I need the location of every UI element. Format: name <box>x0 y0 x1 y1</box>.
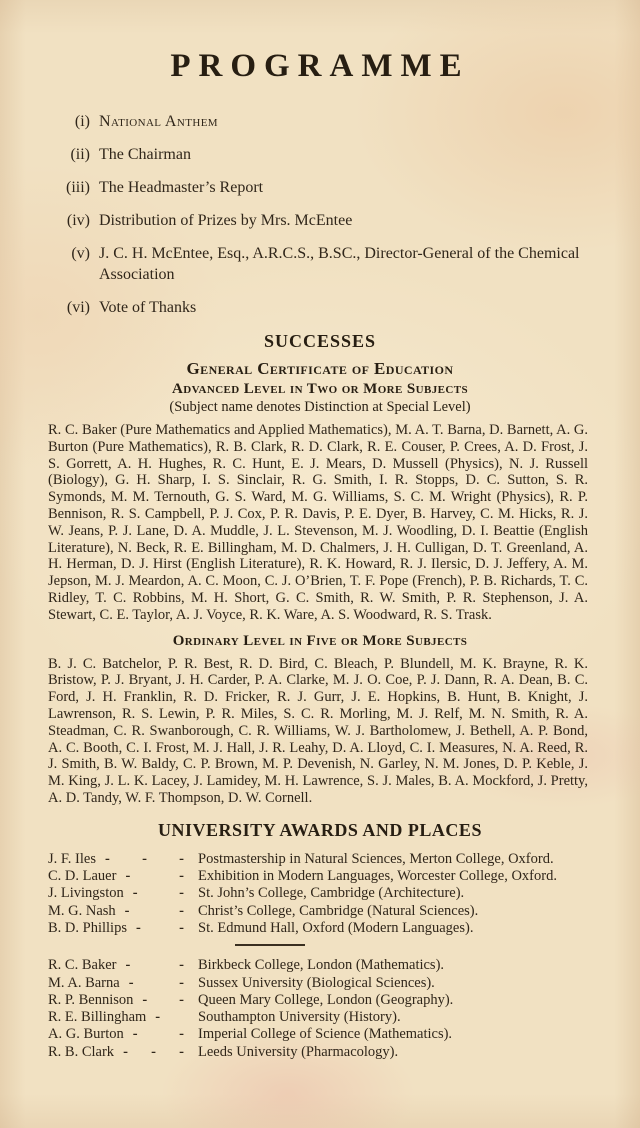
award-dashes: - - - <box>104 850 184 867</box>
award-row-burton <box>48 1026 592 1042</box>
item-numeral: (v) <box>71 245 90 262</box>
award-row-iles <box>48 851 592 867</box>
item-text: The Headmaster’s Report <box>99 179 264 196</box>
award-name: C. D. Lauer <box>48 868 117 885</box>
ordinary-level-names: B. J. C. Batchelor, P. R. Best, R. D. Bird, C. Bleach, P. Blundell, M. K. Brayne, R. K. Bristow, P. J. Bryant, J. H. Carder, P. A. Clarke, M. J. O. Coe, P. J. Dann, R. A. Dean, B. C. Ford, J. H. Franklin, R. D. Fricker, R. J. Gurr, J. E. Hopkins, B. Hunt, B. Knight, J. Lawrenson, R. S. Lewin, P. R. Miles, S. C. R. Morling, M. J. Relf, M. N. Smith, R. A. Steadman, C. R. Swanborough, C. R. Williams, W. J. Bartholomew, J. Bethell, A. P. Bond, A. C. Booth, C. I. Frost, M. J. Hall, J. R. Leahy, D. A. Lloyd, C. I. Measures, N. A. Reed, R. J. Smith, B. W. Baldy, C. P. Brown, M. P. Devenish, N. Garley, N. M. Jones, D. P. Keble, J. M. King, J. L. K. Lacey, J. Lamidey, M. H. Lawrence, S. J. Males, B. A. Mockford, J. Pretty, A. D. Tandy, W. F. Thompson, D. W. Cornell. <box>48 655 588 806</box>
programme-item-chairman <box>40 144 585 165</box>
section-divider-rule <box>235 944 305 946</box>
item-text: Distribution of Prizes by Mrs. McEntee <box>99 212 353 229</box>
award-description: Imperial College of Science (Mathematics). <box>198 1026 453 1043</box>
award-description: Leeds University (Pharmacology). <box>198 1043 399 1060</box>
award-description: Postmastership in Natural Sciences, Merton College, Oxford. <box>198 850 554 867</box>
award-name: M. G. Nash <box>48 902 116 919</box>
award-row-nash <box>48 903 592 919</box>
item-numeral: (vi) <box>66 299 90 316</box>
advanced-level-heading: Advanced Level in Two or More Subjects <box>172 381 468 397</box>
programme-item-headmasters-report <box>40 177 585 198</box>
award-dashes: - - <box>132 885 184 902</box>
distinction-note: (Subject name denotes Distinction at Special Level) <box>169 399 471 415</box>
award-row-baker <box>48 957 592 973</box>
award-description: Birkbeck College, London (Mathematics). <box>198 957 445 974</box>
programme-item-prize-distribution <box>40 210 585 231</box>
award-dashes: - - - <box>123 1043 184 1060</box>
award-name: M. A. Barna <box>48 974 120 991</box>
award-row-phillips <box>48 920 592 936</box>
item-text: The Chairman <box>99 146 191 163</box>
award-dashes: - - <box>128 974 184 991</box>
award-dashes: - - <box>124 902 184 919</box>
item-numeral: (i) <box>74 113 90 130</box>
award-name: B. D. Phillips <box>48 919 127 936</box>
item-numeral: (ii) <box>70 146 90 163</box>
item-text: Vote of Thanks <box>99 299 197 316</box>
item-numeral: (iv) <box>66 212 90 229</box>
award-row-barna <box>48 975 592 991</box>
award-name: J. Livingston <box>48 885 124 902</box>
award-name: R. C. Baker <box>48 957 117 974</box>
award-row-lauer <box>48 868 592 884</box>
programme-item-vote-of-thanks <box>40 297 585 318</box>
award-dashes: - - <box>125 957 184 974</box>
successes-heading: SUCCESSES <box>263 331 377 351</box>
award-row-billingham <box>48 1009 592 1025</box>
item-numeral: (iii) <box>66 179 90 196</box>
award-description: Exhibition in Modern Languages, Worcester College, Oxford. <box>198 868 557 885</box>
award-dashes: - <box>155 1009 161 1026</box>
award-dashes: - - <box>125 868 184 885</box>
advanced-level-names: R. C. Baker (Pure Mathematics and Applied Mathematics), M. A. T. Barna, D. Barnett, A. G. Burton (Pure Mathematics), R. B. Clark, R. D. Clark, R. E. Couser, P. Crees, A. D. Frost, J. S. Gorrett, A. H. Hughes, R. C. Hunt, E. J. Mears, D. Mussell (Physics), N. J. Russell (Biology), G. H. Sharp, I. S. Sinclair, R. G. Smith, I. R. Stopps, D. C. Sutton, S. R. Symonds, M. M. Ternouth, G. S. Ward, M. G. Williams, S. C. M. Wright (Physics), R. P. Bennison, R. S. Campbell, P. J. Cox, P. R. Davis, P. E. Dyer, B. Harvey, C. M. Hicks, R. J. W. Jeans, P. J. Lane, D. A. Muddle, J. L. Stevenson, M. J. Woodling, D. I. Beattie (English Literature), N. Beck, R. E. Billingham, M. D. Chalmers, J. H. Culligan, D. T. Greenland, A. H. Herman, D. J. Hirst (English Literature), R. K. Howard, R. J. Ilersic, D. J. Jeffery, A. M. Jepson, M. J. Meardon, A. C. Moon, C. J. O’Brien, T. F. Pope (French), P. B. Richards, T. C. Ridley, T. C. Robbins, M. H. Short, G. C. Smith, R. W. Smith, P. R. Stephenson, J. A. Stewart, C. E. Taylor, A. J. Voyce, R. K. Ware, A. S. Woodward, R. S. Trask. <box>48 422 588 623</box>
award-dashes: - - <box>132 1026 184 1043</box>
page-title: PROGRAMME <box>170 48 470 84</box>
item-text: J. C. H. McEntee, Esq., A.R.C.S., B.SC., Director-General of the Chemical Association <box>99 245 580 283</box>
programme-item-national-anthem <box>40 111 585 132</box>
award-name: J. F. Iles <box>48 850 96 867</box>
award-row-bennison <box>48 992 592 1008</box>
award-description: Queen Mary College, London (Geography). <box>198 991 454 1008</box>
ordinary-level-heading: Ordinary Level in Five or More Subjects <box>172 632 468 649</box>
item-text: National Anthem <box>99 113 218 130</box>
award-name: R. E. Billingham <box>48 1009 147 1026</box>
award-name: A. G. Burton <box>48 1026 124 1043</box>
award-name: R. P. Bennison <box>48 991 134 1008</box>
award-description: Sussex University (Biological Sciences). <box>198 974 435 991</box>
award-description: Southampton University (History). <box>198 1009 401 1026</box>
award-row-clark <box>48 1044 592 1060</box>
award-dashes: - - <box>142 991 184 1008</box>
award-name: R. B. Clark <box>48 1043 115 1060</box>
award-dashes: - - <box>135 919 184 936</box>
university-awards-heading: UNIVERSITY AWARDS AND PLACES <box>158 819 482 840</box>
award-row-livingston <box>48 885 592 901</box>
award-description: St. John’s College, Cambridge (Architecture). <box>198 885 465 902</box>
award-description: Christ’s College, Cambridge (Natural Sciences). <box>198 902 479 919</box>
programme-item-guest-speaker <box>40 243 585 285</box>
programme-list <box>0 111 585 318</box>
award-description: St. Edmund Hall, Oxford (Modern Languages). <box>198 919 474 936</box>
awards-table <box>48 851 592 1060</box>
gce-heading: General Certificate of Education <box>186 359 454 378</box>
